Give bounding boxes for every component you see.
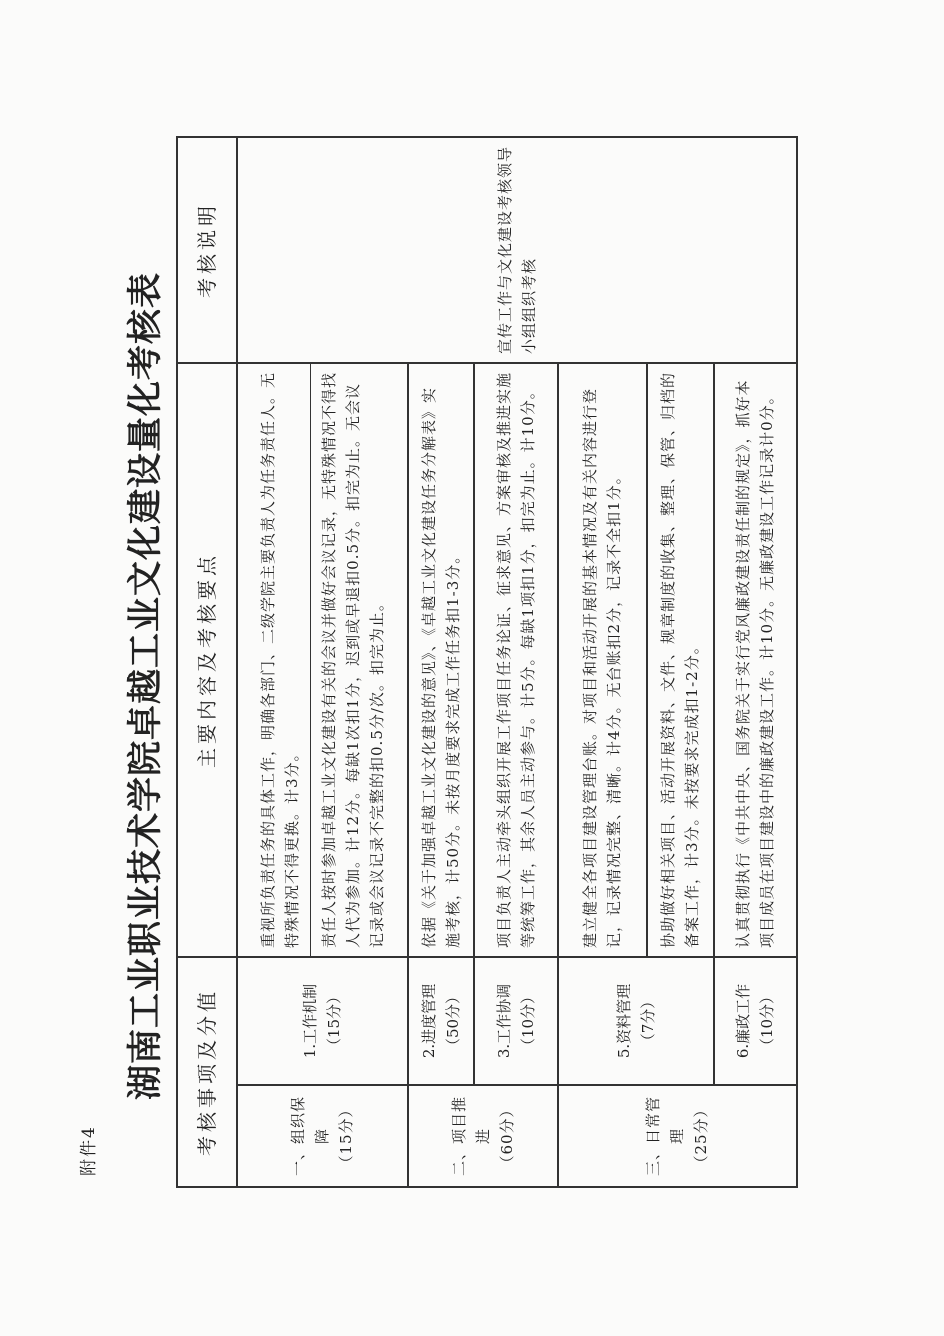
category-name: 三、日常管理	[644, 1096, 687, 1177]
category-cell	[237, 1085, 408, 1187]
item-score: （10分）	[758, 988, 777, 1054]
content-cell: 协助做好相关项目、活动开展资料、文件、规章制度的收集、整理、保管、归档的备案工作，计3分。未按要求完成扣1-2分。	[647, 363, 713, 957]
table-header-row	[177, 137, 237, 1187]
item-cell	[714, 957, 797, 1085]
item-name: 6.廉政工作	[734, 983, 753, 1059]
category-name: 二、项目推进	[449, 1096, 492, 1177]
assessment-table	[176, 136, 798, 1188]
content-cell: 依据《关于加强卓越工业文化建设的意见》、《卓越工业文化建设任务分解表》实施考核，计50分。未按月度要求完成工作任务扣1-3分。	[408, 363, 474, 957]
category-cell	[558, 1085, 797, 1187]
item-cell	[408, 957, 474, 1085]
item-score: （10分）	[518, 988, 537, 1054]
note-cell: 宣传工作与文化建设考核领导小组组织考核	[237, 137, 797, 363]
category-name: 一、组织保障	[289, 1096, 332, 1177]
content-paragraph: 责任人按时参加卓越工业文化建设有关的会议并做好会议记录，无特殊情况不得找人代为参加。计12分。每缺1次扣1分，迟到或早退扣0.5分。扣完为止。无会议记录或会议记录不完整的扣0.5分/次。扣完为止。	[319, 371, 386, 948]
item-score: （50分）	[444, 988, 463, 1054]
table-row	[237, 137, 408, 1187]
attachment-label: 附件4	[79, 1125, 99, 1176]
document-title: 湖南工业职业技术学院卓越工业文化建设量化考核表	[125, 272, 166, 1101]
category-score: （15分）	[337, 1101, 356, 1171]
item-score: （7分）	[638, 993, 657, 1049]
item-name: 3.工作协调	[494, 983, 513, 1059]
category-score: （25分）	[692, 1101, 711, 1171]
category-score: （60分）	[497, 1101, 516, 1171]
header-content: 主要内容及考核要点	[177, 363, 237, 957]
item-score: （15分）	[325, 988, 344, 1054]
content-paragraph: 重视所负责任务的具体工作，明确各部门、二级学院主要负责人为任务责任人。无特殊情况不得更换。计3分。	[250, 364, 311, 956]
header-note: 考核说明	[177, 137, 237, 363]
item-name: 2.进度管理	[420, 983, 439, 1059]
item-name: 5.资料管理	[614, 983, 633, 1059]
content-cell	[237, 363, 408, 957]
item-cell	[474, 957, 557, 1085]
item-cell	[558, 957, 714, 1085]
item-cell	[237, 957, 408, 1085]
content-cell: 认真贯彻执行《中共中央、国务院关于实行党风廉政建设责任制的规定》，抓好本项目成员在项目建设中的廉政建设工作。计10分。无廉政建设工作记录计0分。	[714, 363, 797, 957]
item-name: 1.工作机制	[301, 983, 320, 1059]
content-cell: 建立健全各项目建设管理台账。对项目和活动开展的基本情况及有关内容进行登记，记录情况完整、清晰。计4分。无台账扣2分，记录不全扣1分。	[558, 363, 648, 957]
category-cell	[408, 1085, 558, 1187]
content-cell: 项目负责人主动牵头组织开展工作项目任务论证、征求意见、方案审核及推进实施等统筹工作，其余人员主动参与。计5分。每缺1项扣1分，扣完为止。计10分。	[474, 363, 557, 957]
header-item: 考核事项及分值	[177, 957, 237, 1187]
